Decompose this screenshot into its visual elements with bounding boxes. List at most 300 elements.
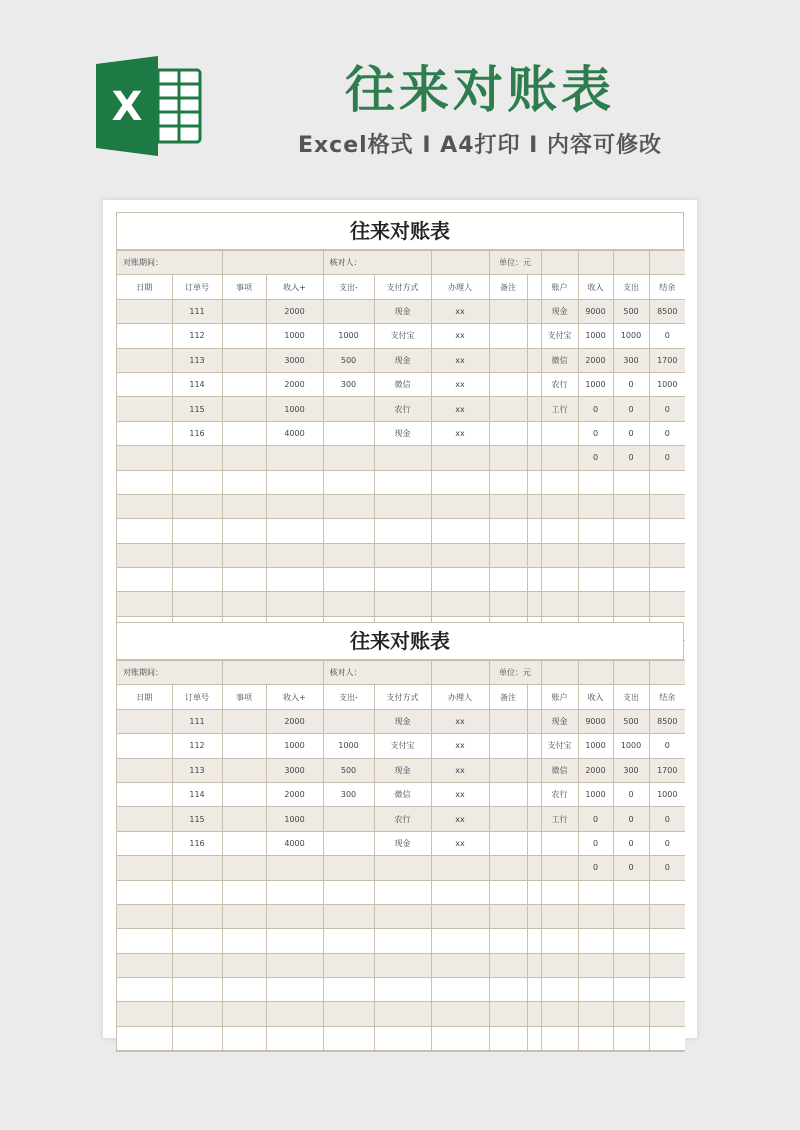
table-cell <box>527 446 541 470</box>
table-cell <box>527 543 541 567</box>
table-cell <box>489 348 527 372</box>
table-cell <box>323 568 374 592</box>
table-cell <box>117 807 172 831</box>
table-cell: 现金 <box>374 758 431 782</box>
table-cell <box>172 446 222 470</box>
table-cell: 0 <box>613 397 649 421</box>
table-cell <box>117 978 172 1002</box>
table-cell <box>527 807 541 831</box>
table-cell <box>266 446 323 470</box>
table-cell: 0 <box>613 372 649 396</box>
table-cell <box>222 324 266 348</box>
table-row <box>117 568 685 592</box>
table-cell <box>117 348 172 372</box>
table-row <box>117 446 685 470</box>
table-row <box>117 494 685 518</box>
table-cell <box>541 470 578 494</box>
table-cell <box>489 299 527 323</box>
table-row <box>117 592 685 616</box>
table-cell: 114 <box>172 782 222 806</box>
table-cell <box>117 1002 172 1026</box>
table-cell <box>541 929 578 953</box>
ledger-block-2 <box>116 622 684 1052</box>
table-cell <box>527 978 541 1002</box>
ledger-title: 往来对账表 <box>117 623 683 660</box>
table-row <box>117 758 685 782</box>
table-cell <box>649 661 685 685</box>
table-cell: 2000 <box>266 372 323 396</box>
table-cell <box>323 709 374 733</box>
table-cell <box>613 904 649 928</box>
period-label: 对账期间： <box>117 661 222 685</box>
table-cell <box>613 470 649 494</box>
table-cell <box>613 568 649 592</box>
table-cell <box>172 568 222 592</box>
table-cell <box>374 880 431 904</box>
table-cell: 0 <box>649 446 685 470</box>
column-header: 支出- <box>323 685 374 709</box>
table-cell: 113 <box>172 348 222 372</box>
table-cell <box>374 978 431 1002</box>
table-row <box>117 709 685 733</box>
table-cell: 1700 <box>649 348 685 372</box>
table-cell <box>541 661 578 685</box>
table-cell <box>578 1002 613 1026</box>
table-cell <box>489 592 527 616</box>
table-cell <box>323 421 374 445</box>
table-cell <box>649 519 685 543</box>
table-cell <box>527 953 541 977</box>
table-cell: 现金 <box>374 299 431 323</box>
table-row <box>117 807 685 831</box>
table-cell: 工行 <box>541 397 578 421</box>
table-row <box>117 929 685 953</box>
table-cell <box>527 929 541 953</box>
table-cell: 116 <box>172 831 222 855</box>
table-cell: 2000 <box>578 348 613 372</box>
info-row <box>117 661 685 685</box>
table-cell <box>578 494 613 518</box>
table-cell <box>613 519 649 543</box>
column-header: 日期 <box>117 275 172 299</box>
info-row <box>117 251 685 275</box>
table-cell: 300 <box>323 372 374 396</box>
column-header <box>527 275 541 299</box>
table-cell <box>489 519 527 543</box>
table-cell <box>172 494 222 518</box>
table-cell: 0 <box>649 856 685 880</box>
table-cell: 1000 <box>323 734 374 758</box>
table-cell <box>323 543 374 567</box>
table-cell: 113 <box>172 758 222 782</box>
table-cell <box>374 904 431 928</box>
table-cell <box>649 543 685 567</box>
table-cell: 现金 <box>374 709 431 733</box>
table-cell <box>541 904 578 928</box>
column-header: 日期 <box>117 685 172 709</box>
table-cell <box>266 494 323 518</box>
table-cell <box>374 856 431 880</box>
table-cell <box>489 929 527 953</box>
table-cell: 0 <box>613 831 649 855</box>
table-cell: xx <box>431 348 489 372</box>
table-cell <box>117 543 172 567</box>
ledger-table <box>117 660 685 1051</box>
table-cell <box>541 856 578 880</box>
table-cell: 1000 <box>613 734 649 758</box>
table-cell <box>117 592 172 616</box>
table-cell <box>431 470 489 494</box>
table-cell: 1000 <box>323 324 374 348</box>
table-cell <box>222 470 266 494</box>
table-cell <box>431 568 489 592</box>
table-cell <box>172 978 222 1002</box>
table-cell <box>323 880 374 904</box>
table-cell <box>117 568 172 592</box>
table-cell: 1000 <box>266 397 323 421</box>
table-cell <box>527 709 541 733</box>
table-cell <box>222 831 266 855</box>
table-cell <box>649 1002 685 1026</box>
table-cell <box>222 397 266 421</box>
table-cell <box>431 880 489 904</box>
table-cell <box>117 372 172 396</box>
table-cell: 支付宝 <box>541 734 578 758</box>
table-cell <box>649 1026 685 1050</box>
table-cell: 1000 <box>649 782 685 806</box>
table-cell <box>527 734 541 758</box>
table-cell <box>541 953 578 977</box>
table-cell <box>578 1026 613 1050</box>
table-cell: 现金 <box>541 299 578 323</box>
table-cell <box>489 470 527 494</box>
table-cell: 微信 <box>374 782 431 806</box>
table-cell: 115 <box>172 397 222 421</box>
table-cell <box>222 904 266 928</box>
table-cell <box>613 929 649 953</box>
table-cell <box>266 880 323 904</box>
table-cell <box>117 299 172 323</box>
table-row <box>117 978 685 1002</box>
table-row <box>117 782 685 806</box>
table-cell: 116 <box>172 421 222 445</box>
table-cell: 0 <box>613 446 649 470</box>
table-cell <box>117 734 172 758</box>
table-cell <box>266 1026 323 1050</box>
table-row <box>117 856 685 880</box>
table-cell: xx <box>431 734 489 758</box>
table-cell <box>527 904 541 928</box>
table-cell: xx <box>431 709 489 733</box>
table-cell <box>649 592 685 616</box>
table-cell <box>323 1026 374 1050</box>
table-cell <box>541 421 578 445</box>
table-cell <box>222 929 266 953</box>
table-cell <box>489 324 527 348</box>
table-cell <box>374 519 431 543</box>
table-cell: 2000 <box>266 299 323 323</box>
table-cell <box>117 856 172 880</box>
table-cell <box>266 543 323 567</box>
table-cell <box>649 978 685 1002</box>
table-cell <box>222 372 266 396</box>
table-row <box>117 1026 685 1050</box>
column-header: 收入+ <box>266 685 323 709</box>
table-cell: 1000 <box>266 324 323 348</box>
table-cell <box>431 592 489 616</box>
table-cell: 4000 <box>266 421 323 445</box>
table-cell <box>527 470 541 494</box>
table-cell: 0 <box>578 856 613 880</box>
table-cell <box>541 568 578 592</box>
table-cell <box>323 929 374 953</box>
table-cell <box>527 494 541 518</box>
table-cell <box>578 661 613 685</box>
table-cell: 111 <box>172 299 222 323</box>
table-cell <box>541 1026 578 1050</box>
table-cell: 8500 <box>649 299 685 323</box>
table-cell <box>489 758 527 782</box>
column-header: 备注 <box>489 685 527 709</box>
table-cell <box>117 709 172 733</box>
table-cell <box>613 953 649 977</box>
table-cell: 0 <box>649 421 685 445</box>
table-cell <box>323 904 374 928</box>
table-cell: 500 <box>613 299 649 323</box>
table-cell: 0 <box>613 782 649 806</box>
table-cell <box>266 856 323 880</box>
table-cell <box>431 519 489 543</box>
table-cell <box>578 953 613 977</box>
table-cell <box>527 592 541 616</box>
period-label: 对账期间： <box>117 251 222 275</box>
table-cell <box>222 348 266 372</box>
table-cell: 1000 <box>578 372 613 396</box>
table-cell <box>222 709 266 733</box>
table-cell <box>266 519 323 543</box>
table-cell: 3000 <box>266 348 323 372</box>
table-cell <box>266 592 323 616</box>
table-cell <box>117 831 172 855</box>
period-value <box>222 661 323 685</box>
table-cell <box>172 856 222 880</box>
table-cell <box>117 519 172 543</box>
column-header: 办理人 <box>431 275 489 299</box>
checker-value <box>431 661 489 685</box>
period-value <box>222 251 323 275</box>
table-cell <box>117 324 172 348</box>
table-row <box>117 1002 685 1026</box>
table-row <box>117 348 685 372</box>
table-cell <box>527 421 541 445</box>
table-cell <box>323 1002 374 1026</box>
table-cell <box>323 446 374 470</box>
table-cell <box>527 324 541 348</box>
table-cell: 500 <box>323 348 374 372</box>
column-header: 事项 <box>222 685 266 709</box>
ledger-table <box>117 250 685 641</box>
svg-text:X: X <box>111 84 143 130</box>
column-header <box>527 685 541 709</box>
unit-label: 单位：元 <box>489 661 541 685</box>
table-cell <box>489 782 527 806</box>
table-cell <box>541 446 578 470</box>
table-cell: 现金 <box>541 709 578 733</box>
table-cell <box>613 880 649 904</box>
table-cell: 1000 <box>578 782 613 806</box>
table-row <box>117 831 685 855</box>
column-header: 收入+ <box>266 275 323 299</box>
column-header: 支出 <box>613 685 649 709</box>
table-cell <box>489 880 527 904</box>
table-cell: 112 <box>172 324 222 348</box>
table-cell <box>117 494 172 518</box>
table-cell <box>489 1002 527 1026</box>
table-cell <box>649 568 685 592</box>
table-cell <box>374 1026 431 1050</box>
table-cell <box>266 568 323 592</box>
table-cell <box>431 1002 489 1026</box>
table-cell: 8500 <box>649 709 685 733</box>
table-cell <box>527 782 541 806</box>
column-header-row <box>117 275 685 299</box>
table-cell: xx <box>431 324 489 348</box>
table-cell <box>489 543 527 567</box>
table-cell: 1000 <box>266 734 323 758</box>
table-cell <box>649 494 685 518</box>
column-header: 事项 <box>222 275 266 299</box>
table-cell: 500 <box>613 709 649 733</box>
table-cell <box>578 880 613 904</box>
table-cell <box>266 1002 323 1026</box>
column-header: 收入 <box>578 275 613 299</box>
table-cell <box>527 372 541 396</box>
table-cell <box>578 929 613 953</box>
column-header: 结余 <box>649 685 685 709</box>
table-cell <box>613 1026 649 1050</box>
table-cell <box>527 856 541 880</box>
table-cell: 0 <box>613 421 649 445</box>
table-row <box>117 372 685 396</box>
table-cell <box>323 470 374 494</box>
table-cell: 2000 <box>266 709 323 733</box>
table-cell <box>649 880 685 904</box>
table-row <box>117 299 685 323</box>
column-header: 账户 <box>541 685 578 709</box>
table-cell: 111 <box>172 709 222 733</box>
table-row <box>117 734 685 758</box>
table-cell <box>578 519 613 543</box>
table-row <box>117 421 685 445</box>
table-cell: 0 <box>578 831 613 855</box>
table-cell <box>649 953 685 977</box>
table-cell <box>222 299 266 323</box>
table-cell <box>117 758 172 782</box>
table-cell <box>527 880 541 904</box>
table-cell <box>578 592 613 616</box>
table-cell <box>222 592 266 616</box>
table-cell: 0 <box>649 734 685 758</box>
table-cell <box>117 470 172 494</box>
page-header <box>0 0 800 190</box>
table-cell <box>541 519 578 543</box>
table-cell <box>374 592 431 616</box>
table-cell: 300 <box>613 348 649 372</box>
table-cell <box>374 494 431 518</box>
table-cell: 工行 <box>541 807 578 831</box>
table-cell <box>431 856 489 880</box>
table-cell <box>649 929 685 953</box>
table-cell: 3000 <box>266 758 323 782</box>
table-cell <box>323 978 374 1002</box>
table-cell <box>222 734 266 758</box>
table-cell <box>541 831 578 855</box>
table-cell <box>323 856 374 880</box>
table-cell <box>172 543 222 567</box>
table-cell <box>489 709 527 733</box>
table-row <box>117 953 685 977</box>
table-cell <box>172 519 222 543</box>
table-cell <box>172 880 222 904</box>
table-cell <box>431 978 489 1002</box>
table-cell: 300 <box>323 782 374 806</box>
table-cell: 现金 <box>374 831 431 855</box>
table-cell <box>541 880 578 904</box>
table-cell: 农行 <box>374 397 431 421</box>
table-cell: 0 <box>649 807 685 831</box>
table-cell <box>431 953 489 977</box>
table-cell: 9000 <box>578 709 613 733</box>
table-cell <box>431 543 489 567</box>
table-cell <box>323 953 374 977</box>
table-cell <box>489 397 527 421</box>
table-cell: xx <box>431 831 489 855</box>
table-cell: 现金 <box>374 348 431 372</box>
table-cell <box>527 397 541 421</box>
table-cell <box>613 978 649 1002</box>
table-cell: 0 <box>578 807 613 831</box>
table-row <box>117 904 685 928</box>
table-cell <box>266 470 323 494</box>
table-row <box>117 470 685 494</box>
table-cell <box>578 568 613 592</box>
table-cell <box>222 978 266 1002</box>
table-cell <box>374 1002 431 1026</box>
table-cell <box>649 470 685 494</box>
table-cell <box>541 978 578 1002</box>
column-header: 订单号 <box>172 685 222 709</box>
table-cell <box>323 299 374 323</box>
table-cell: 115 <box>172 807 222 831</box>
table-cell <box>323 592 374 616</box>
table-row <box>117 543 685 567</box>
table-cell <box>323 807 374 831</box>
table-cell: 300 <box>613 758 649 782</box>
table-cell <box>527 758 541 782</box>
table-cell <box>172 470 222 494</box>
table-cell <box>222 856 266 880</box>
column-header: 支付方式 <box>374 685 431 709</box>
table-cell: 微信 <box>541 348 578 372</box>
table-cell: 1000 <box>649 372 685 396</box>
table-cell <box>527 519 541 543</box>
table-cell: 支付宝 <box>541 324 578 348</box>
table-cell <box>323 494 374 518</box>
table-cell <box>117 397 172 421</box>
table-cell: xx <box>431 397 489 421</box>
table-cell <box>489 904 527 928</box>
table-row <box>117 397 685 421</box>
